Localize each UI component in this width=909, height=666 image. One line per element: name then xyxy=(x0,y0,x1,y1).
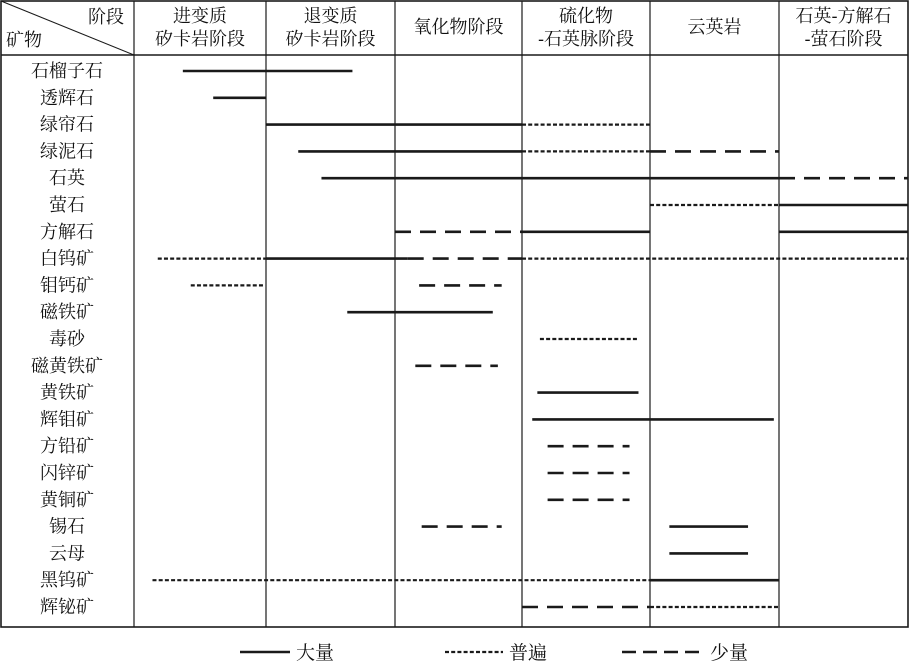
legend-label: 普遍 xyxy=(509,642,548,662)
stage-header-label: 矽卡岩阶段 xyxy=(155,29,245,50)
mineral-name: 磁黄铁矿 xyxy=(31,355,103,377)
table-header xyxy=(6,6,892,51)
mineral-name: 闪锌矿 xyxy=(40,463,94,484)
mineral-name: 方铅矿 xyxy=(40,436,94,458)
mineral-name: 石英 xyxy=(49,168,85,190)
mineral-name: 磁铁矿 xyxy=(40,302,94,324)
stage-header-label: 退变质 xyxy=(303,6,358,27)
stage-header-label: 石英-方解石 xyxy=(795,6,892,27)
stage-header-label: 云英岩 xyxy=(687,17,742,38)
legend xyxy=(240,642,748,662)
mineral-name: 绿泥石 xyxy=(40,141,94,163)
stage-header-label: -石英脉阶段 xyxy=(537,29,635,50)
mineral-name: 萤石 xyxy=(49,195,85,216)
mineral-rows xyxy=(31,61,103,618)
mineral-name: 黄铜矿 xyxy=(40,489,94,511)
stage-header-label: 氧化物阶段 xyxy=(413,17,504,38)
mineral-name: 辉钼矿 xyxy=(40,409,94,431)
stage-header-label: -萤石阶段 xyxy=(804,29,883,50)
table-grid xyxy=(1,1,908,627)
legend-label: 少量 xyxy=(710,642,749,662)
mineral-name: 锡石 xyxy=(49,516,85,538)
mineral-name: 辉铋矿 xyxy=(40,597,94,618)
mineral-name: 白钨矿 xyxy=(40,248,94,270)
legend-label: 大量 xyxy=(296,642,335,662)
corner-stage-label: 阶段 xyxy=(88,7,124,28)
mineral-name: 钼钙矿 xyxy=(40,275,94,297)
stage-header-label: 矽卡岩阶段 xyxy=(285,29,376,50)
mineral-name: 云母 xyxy=(49,543,85,565)
mineral-name: 黑钨矿 xyxy=(40,570,94,592)
mineral-name: 透辉石 xyxy=(40,87,94,109)
stage-header-label: 硫化物 xyxy=(559,6,613,27)
corner-mineral-label: 矿物 xyxy=(6,30,42,51)
mineral-name: 毒砂 xyxy=(49,329,85,350)
table-border xyxy=(1,1,908,627)
mineral-name: 方解石 xyxy=(40,221,94,243)
mineral-name: 绿帘石 xyxy=(40,114,94,136)
mineral-name: 黄铁矿 xyxy=(40,382,94,404)
stage-header-label: 进变质 xyxy=(173,6,227,27)
mineral-name: 石榴子石 xyxy=(31,61,103,82)
